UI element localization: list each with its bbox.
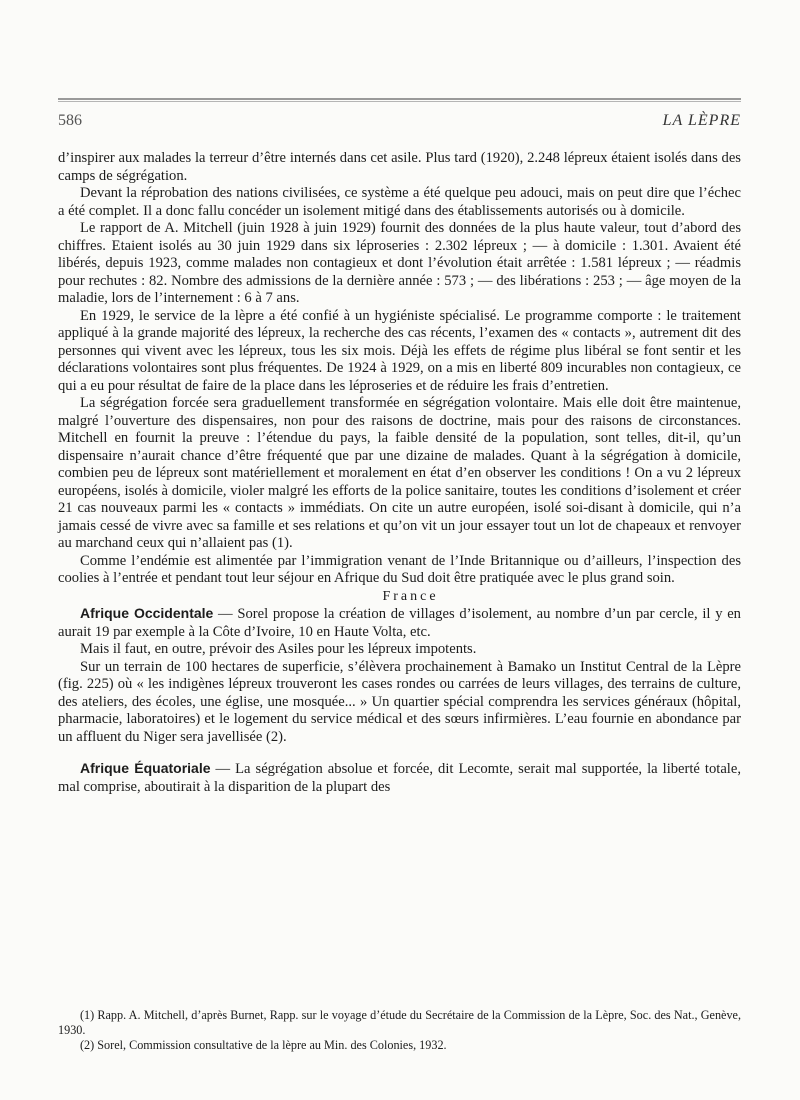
footnote-2: (2) Sorel, Commission consultative de la lèpre au Min. des Colonies, 1932. (80, 1038, 447, 1052)
footnote-1: (1) Rapp. A. Mitchell, d’après Burnet, Rapp. sur le voyage d’étude du Secrétaire de la Commission de la Lèpre, Soc. des Nat., Genève, 1930. (58, 1008, 741, 1037)
header-rule (58, 98, 741, 100)
paragraph-1: d’inspirer aux malades la terreur d’être internés dans cet asile. Plus tard (1920), 2.248 lépreux étaient isolés dans des camps de ségrégation. (58, 150, 741, 184)
section-heading-france: France (382, 588, 439, 604)
paragraph-afrique-equatoriale (58, 760, 741, 796)
paragraph-9: Sur un terrain de 100 hectares de superficie, s’élèvera prochainement à Bamako un Institut Central de la Lèpre (fig. 225) où « les indigènes lépreux trouveront les cases rondes ou carrées de leurs villages, des terrains de culture, des ateliers, des écoles, une église, une mosquée... » Un quartier spécial comprendra les services généraux (hôpital, pharmacie, laboratoires) et le logement du service médical et des sœurs infirmières. L’eau fournie en abondance par un affluent du Niger sera javellisée (2). (58, 658, 741, 745)
body-text (58, 150, 741, 796)
page-header (58, 112, 741, 134)
region-heading-occidentale: Afrique Occidentale (80, 605, 214, 621)
paragraph-4: En 1929, le service de la lèpre a été confié à un hygiéniste spécialisé. Le programme comporte : le traitement appliqué à la grande majorité des lépreux, la recherche des cas récents, l’examen des « contacts », autrement dit des personnes qui vivent avec les lépreux, tous les six mois. Déjà les effets de régime plus libéral se font sentir et les déclarations volontaires sont plus fréquentes. De 1924 à 1929, on a mis en liberté 809 incurables non contagieux, ce qui a eu pour résultat de faire de la place dans les léproseries et de réduire les frais d’entretien. (58, 307, 741, 394)
page-number: 586 (58, 112, 82, 129)
paragraph-5: La ségrégation forcée sera graduellement transformée en ségrégation volontaire. Mais elle doit être maintenue, malgré l’ouverture des dispensaires, non pour des raisons de doctrine, mais pour des raisons de circonstances. Mitchell en fournit la preuve : l’étendue du pays, la faible densité de la population, sont telles, dit-il, qu’un dispensaire n’aurait chance d’être fréquenté que par une dizaine de malades. Quant à la ségrégation à domicile, combien peu de lépreux sont matériellement et moralement en état d’en observer les conditions ! On a vu 2 lépreux européens, isolés à domicile, violer malgré les efforts de la police sanitaire, toutes les conditions d’isolement et créer 21 cas nouveaux parmi les « contacts » immédiats. On cite un autre européen, isolé soi-disant à domicile, qui n’a jamais cessé de vivre avec sa famille et ses relations et qu’on vit un jour essayer tout un lot de chapeaux et renvoyer au marchand ceux qui n’allaient pas (1). (58, 395, 741, 551)
running-title: LA LÈPRE (662, 112, 741, 129)
footnotes (58, 1008, 741, 1053)
paragraph-7-text: — Sorel propose la création de villages d’isolement, au nombre d’un par cercle, il y en aurait 19 par exemple à la Côte d’Ivoire, 10 en Haute Volta, etc. (58, 606, 741, 640)
region-heading-equatoriale: Afrique Équatoriale (80, 760, 211, 776)
paragraph-2: Devant la réprobation des nations civilisées, ce système a été quelque peu adouci, mais on peut dire que l’échec a été complet. Il a donc fallu concéder un isolement mitigé dans des établissements autorisés ou à domicile. (58, 185, 741, 219)
paragraph-afrique-occidentale (58, 605, 741, 641)
paragraph-6: Comme l’endémie est alimentée par l’immigration venant de l’Inde Britannique ou d’ailleurs, l’inspection des coolies à l’entrée et pendant tout leur séjour en Afrique du Sud doit être pratiquée avec le plus grand soin. (58, 552, 741, 586)
paragraph-3: Le rapport de A. Mitchell (juin 1928 à juin 1929) fournit des données de la plus haute valeur, tout d’abord des chiffres. Etaient isolés au 30 juin 1929 dans six léproseries : 2.302 lépreux ; — à domicile : 1.301. Avaient été libérés, depuis 1923, comme malades non contagieux et dont l’évolution était arrêtée : 1.581 lépreux ; — réadmis pour rechutes : 82. Nombre des admissions de la dernière année : 573 ; — des libérations : 253 ; — âge moyen de la maladie, lors de l’internement : 6 à 7 ans. (58, 220, 741, 306)
header-rule-thin (58, 101, 741, 102)
paragraph-10-text: — La ségrégation absolue et forcée, dit Lecomte, serait mal supportée, la liberté totale, mal comprise, aboutirait à la disparition de la plupart des (58, 761, 741, 795)
paragraph-8: Mais il faut, en outre, prévoir des Asiles pour les lépreux impotents. (80, 641, 477, 657)
